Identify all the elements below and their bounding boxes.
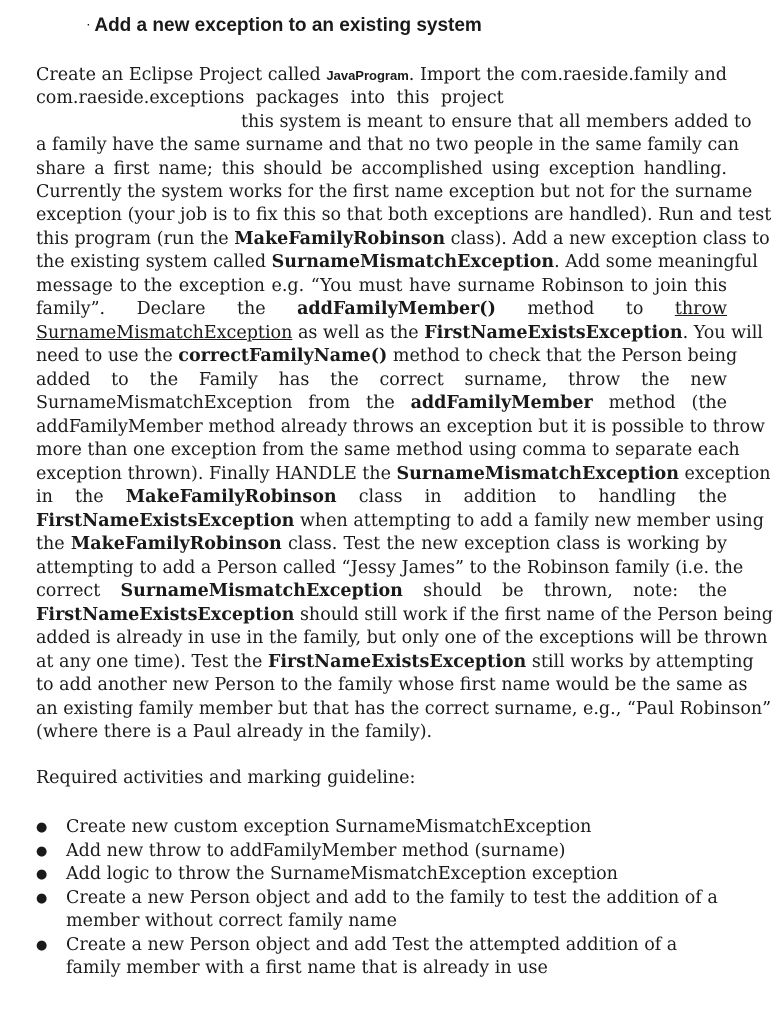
- class-name-bold: SurnameMismatchException: [271, 252, 555, 272]
- class-name-bold: FirstNameExistsException: [267, 652, 527, 672]
- paragraph-line: [36, 64, 727, 87]
- text-run: method: [527, 299, 595, 319]
- text-run: this program (run the: [36, 229, 229, 249]
- class-name-bold: FirstNameExistsException: [36, 605, 295, 625]
- method-name-bold: addFamilyMember(): [297, 299, 496, 319]
- class-name-bold: SurnameMismatchException: [120, 581, 403, 601]
- requirements-list: [36, 816, 736, 981]
- text-run: added is already in use in the family, but only one of the exceptions will be thrown: [36, 628, 768, 648]
- paragraph-line: [241, 111, 752, 134]
- text-run: exception: [684, 464, 771, 484]
- text-run: exception (your job is to fix this so that both exceptions are handled). Run and test: [36, 205, 772, 225]
- document-heading: [87, 15, 482, 37]
- text-run: need to use the: [36, 346, 173, 366]
- bullet-icon: ●: [36, 820, 48, 835]
- underlined-text: SurnameMismatchException: [36, 323, 293, 343]
- list-item-text: Add new throw to addFamilyMember method (surname): [66, 840, 566, 861]
- text-run: method (the: [608, 393, 727, 413]
- bullet-icon: ●: [36, 867, 48, 882]
- list-item-text: Add logic to throw the SurnameMismatchException exception: [66, 864, 618, 884]
- paragraph-line: [36, 298, 727, 321]
- paragraph-line: [36, 533, 727, 556]
- text-run: . Add some meaningful: [554, 252, 758, 272]
- list-item: [36, 816, 736, 840]
- paragraph-line: [36, 251, 758, 274]
- list-item: [36, 887, 736, 934]
- list-item: [36, 934, 736, 981]
- text-run: class. Test the new exception class is working by: [287, 534, 727, 554]
- text-run: share a first name; this should be accomplished using exception handling.: [36, 159, 727, 179]
- required-activities-heading: Required activities and marking guideline:: [36, 768, 416, 788]
- heading-text: Add a new exception to an existing system: [94, 15, 482, 36]
- paragraph-line: [36, 181, 753, 204]
- text-run: this system is meant to ensure that all members added to: [241, 112, 752, 132]
- paragraph-line: [36, 510, 764, 533]
- paragraph-line: [36, 698, 772, 721]
- text-run: added to the Family has the correct surname, throw the new: [36, 370, 727, 390]
- text-run: should still work if the first name of the Person being: [299, 605, 773, 625]
- project-name: JavaProgram: [326, 68, 409, 83]
- method-name-bold: correctFamilyName(): [178, 346, 388, 366]
- bullet-icon: ●: [36, 937, 48, 953]
- text-run: message to the exception e.g. “You must have surname Robinson to join this: [36, 276, 727, 296]
- class-name-bold: MakeFamilyRobinson: [234, 229, 446, 249]
- paragraph-line: [36, 369, 727, 392]
- text-run: . You will: [682, 323, 763, 343]
- text-run: correct: [36, 581, 101, 601]
- list-item: [36, 840, 736, 864]
- text-run: to: [625, 299, 644, 319]
- text-run: to add another new Person to the family whose first name would be the same as: [36, 675, 748, 695]
- bullet-icon: ●: [36, 890, 48, 906]
- text-run: SurnameMismatchException from the: [36, 393, 395, 413]
- paragraph-line: [36, 275, 727, 298]
- text-run: family”.: [36, 299, 106, 319]
- paragraph-line: [36, 604, 773, 627]
- paragraph-line: [36, 158, 727, 181]
- text-run: Create an Eclipse Project called: [36, 65, 321, 85]
- text-run: class). Add a new exception class to: [450, 229, 770, 249]
- paragraph-line: [36, 486, 727, 509]
- list-item-text: Create new custom exception SurnameMismatchException: [66, 817, 592, 837]
- text-run: Declare: [136, 299, 206, 319]
- text-run: . Import the com.raeside.family and: [408, 65, 727, 85]
- class-name-bold: MakeFamilyRobinson: [125, 487, 337, 507]
- text-run: still works by attempting: [531, 652, 754, 672]
- text-run: the: [36, 534, 65, 554]
- text-run: at any one time). Test the: [36, 652, 263, 672]
- class-name-bold: MakeFamilyRobinson: [70, 534, 282, 554]
- paragraph-line: [36, 463, 771, 486]
- list-item: [36, 863, 736, 887]
- paragraph-line: [36, 416, 765, 439]
- paragraph-line: [36, 204, 772, 227]
- paragraph-line: [36, 439, 740, 462]
- text-run: Currently the system works for the first name exception but not for the surname: [36, 182, 753, 202]
- text-run: (where there is a Paul already in the family).: [36, 722, 433, 742]
- text-run: an existing family member but that has the correct surname, e.g., “Paul Robinson”: [36, 699, 772, 719]
- text-run: in the: [36, 487, 104, 507]
- heading-bullet-mark: ·: [87, 20, 91, 32]
- bullet-icon: ●: [36, 843, 48, 859]
- class-name-bold: FirstNameExistsException: [36, 511, 295, 531]
- underlined-text: throw: [674, 299, 727, 319]
- text-run: exception thrown). Finally HANDLE the: [36, 464, 391, 484]
- text-run: more than one exception from the same method using comma to separate each: [36, 440, 740, 460]
- text-run: a family have the same surname and that no two people in the same family can: [36, 135, 739, 155]
- paragraph-line: [36, 721, 727, 744]
- paragraph-line: [36, 392, 727, 415]
- paragraph-line: [36, 580, 727, 603]
- class-name-bold: SurnameMismatchException: [396, 464, 679, 484]
- list-item-text: Create a new Person object and add to the family to test the addition of a member without correct family name: [66, 887, 718, 931]
- text-run: method to check that the Person being: [392, 346, 738, 366]
- text-run: class in addition to handling the: [358, 487, 727, 507]
- paragraph-line: [36, 557, 744, 580]
- paragraph-line: [36, 87, 727, 110]
- text-run: the: [236, 299, 266, 319]
- paragraph-line: [36, 345, 738, 368]
- text-run: as well as the: [297, 323, 419, 343]
- paragraph-line: [36, 651, 754, 674]
- method-name-bold: addFamilyMember: [410, 393, 593, 413]
- text-run: the existing system called: [36, 252, 267, 272]
- paragraph-line: [36, 674, 748, 697]
- paragraph-line: [36, 134, 739, 157]
- text-run: com.raeside.exceptions packages into this project: [36, 88, 504, 108]
- text-run: addFamilyMember method already throws an exception but it is possible to throw: [36, 417, 765, 437]
- class-name-bold: FirstNameExistsException: [424, 323, 683, 343]
- list-item-text: Create a new Person object and add Test the attempted addition of a family member with a first name that is already in use: [66, 934, 678, 978]
- text-run: attempting to add a Person called “Jessy James” to the Robinson family (i.e. the: [36, 558, 744, 578]
- paragraph-line: [36, 627, 768, 650]
- text-run: should be thrown, note: the: [423, 581, 727, 601]
- paragraph-line: [36, 322, 763, 345]
- paragraph-line: [36, 228, 770, 251]
- text-run: when attempting to add a family new member using: [299, 511, 764, 531]
